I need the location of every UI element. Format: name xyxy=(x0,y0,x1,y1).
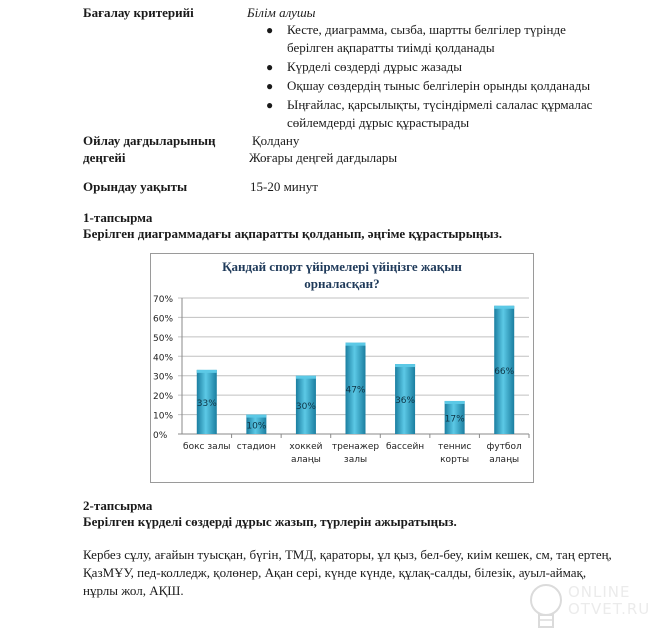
y-tick-label: 70% xyxy=(153,295,174,305)
criteria-label: Бағалау критерийі xyxy=(83,5,194,20)
y-tick-label: 10% xyxy=(153,411,174,422)
y-tick-label: 20% xyxy=(153,392,174,403)
task2-instruction: Берілген күрделі сөздерді дұрыс жазып, түрлерін ажыратыңыз. xyxy=(83,514,457,529)
bar-cap xyxy=(346,343,366,346)
x-category-label: хоккей xyxy=(289,442,323,452)
data-label: 30% xyxy=(295,401,316,412)
watermark-line2: OTVET.RU xyxy=(568,600,650,618)
chart-title-line2: орналасқан? xyxy=(304,276,380,291)
bar-cap xyxy=(296,376,316,379)
thinking-level-value-1: Қолдану xyxy=(252,133,300,148)
y-tick-label: 50% xyxy=(153,333,174,344)
bar-cap xyxy=(197,370,217,373)
x-category-label: теннис xyxy=(437,442,472,452)
task1-title: 1-тапсырма xyxy=(83,210,153,225)
bar-cap xyxy=(395,364,415,367)
x-category-label: алаңы xyxy=(291,455,321,465)
task2-title: 2-тапсырма xyxy=(83,498,153,513)
y-tick-label: 30% xyxy=(153,372,174,383)
bar-cap xyxy=(494,306,514,309)
criteria-item: ● Күрделі сөздерді дұрыс жазады xyxy=(266,59,462,74)
criteria-item: ● Ыңғайлас, қарсылықты, түсіндірмелі салалас құрмалас сөйлемдерді дұрыс құрастырады xyxy=(266,97,593,130)
data-label: 36% xyxy=(395,396,416,407)
criteria-subject: Білім алушы xyxy=(247,5,316,20)
lightbulb-icon xyxy=(526,582,566,637)
x-category-label: тренажер xyxy=(331,442,380,452)
data-label: 47% xyxy=(345,385,366,396)
data-label: 66% xyxy=(494,366,515,377)
bullet-icon: ● xyxy=(266,98,274,112)
criteria-item: ● Кесте, диаграмма, сызба, шартты белгілер түрінде берілген ақпаратты тиімді қолданады xyxy=(266,22,566,55)
criteria-list xyxy=(247,21,607,133)
x-category-label: корты xyxy=(440,455,470,465)
data-label: 10% xyxy=(246,421,267,432)
task1-instruction: Берілген диаграммадағы ақпаратты қолданып, әңгіме құрастырыңыз. xyxy=(83,226,502,241)
x-category-label: алаңы xyxy=(489,455,520,465)
y-tick-label: 40% xyxy=(153,353,174,364)
watermark-line1: ONLINE xyxy=(568,583,631,601)
thinking-level-label-1: Ойлау дағдыларының xyxy=(83,133,216,148)
bar-cap xyxy=(445,401,465,404)
bar-chart xyxy=(150,253,534,483)
thinking-level-value-2: Жоғары деңгей дағдылары xyxy=(249,150,398,165)
duration-label: Орындау уақыты xyxy=(83,179,188,194)
duration-value: 15-20 минут xyxy=(250,179,318,194)
x-category-label: футбол xyxy=(486,442,522,452)
watermark xyxy=(526,582,650,641)
bullet-icon: ● xyxy=(266,23,274,37)
x-category-label: бассейн xyxy=(385,442,425,452)
thinking-level-label-2: деңгейі xyxy=(83,150,126,165)
x-category-label: бокс залы xyxy=(183,442,231,452)
chart-title-line1: Қандай спорт үйірмелері үйіңізге жақын xyxy=(222,259,462,274)
chart-svg xyxy=(151,254,533,482)
data-label: 33% xyxy=(196,398,217,409)
y-tick-label: 60% xyxy=(153,314,174,325)
task2-word-list: Кербез сұлу, ағайын туысқан, бүгін, ТМД, қараторы, ұл қыз, бел-беу, киім кешек, см, таң ертең, ҚазМҰУ, пед-колледж, қолөнер, Ақан сері, күнде күнде, құлақ-салды, білезік, ауыл-аймақ, нұрлы жол, АҚШ. xyxy=(83,547,612,598)
data-label: 17% xyxy=(444,414,465,425)
bullet-icon: ● xyxy=(266,60,274,74)
bar-cap xyxy=(246,415,266,418)
criteria-item: ● Оқшау сөздердің тыныс белгілерін орынды қолданады xyxy=(266,78,591,93)
bullet-icon: ● xyxy=(266,79,274,93)
x-category-label: залы xyxy=(343,455,368,465)
x-category-label: стадион xyxy=(236,442,276,452)
y-tick-label: 0% xyxy=(153,431,168,441)
